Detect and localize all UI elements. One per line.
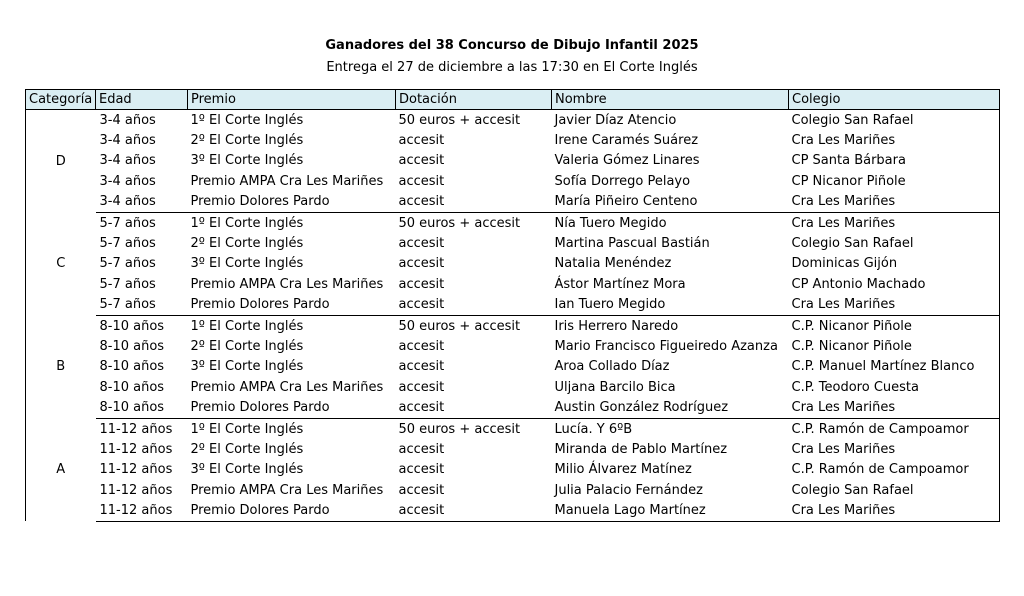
premio-cell: 1º El Corte Inglés bbox=[190, 318, 304, 334]
colegio-cell: Cra Les Mariñes bbox=[789, 192, 1000, 213]
page-subtitle: Entrega el 27 de diciembre a las 17:30 en El Corte Inglés bbox=[326, 60, 698, 75]
edad-cell: 8-10 años bbox=[99, 359, 165, 375]
nombre-cell: Austin González Rodríguez bbox=[552, 397, 789, 418]
colegio-cell: Colegio San Rafael bbox=[789, 233, 1000, 253]
colegio-cell: C.P. Nicanor Piñole bbox=[789, 336, 1000, 356]
nombre-cell: Manuela Lago Martínez bbox=[552, 500, 789, 521]
header-categoria: Categoría bbox=[26, 90, 96, 110]
premio-cell: 2º El Corte Inglés bbox=[190, 133, 304, 149]
category-cell: B bbox=[26, 315, 96, 418]
colegio-cell: Cra Les Mariñes bbox=[789, 439, 1000, 459]
nombre-cell: Irene Caramés Suárez bbox=[554, 133, 699, 149]
table-row bbox=[26, 397, 1000, 418]
nombre-cell: Martina Pascual Bastián bbox=[554, 236, 710, 252]
edad-cell: 5-7 años bbox=[99, 256, 156, 272]
table-row bbox=[26, 500, 1000, 521]
premio-cell: 1º El Corte Inglés bbox=[190, 112, 304, 128]
header-edad: Edad bbox=[96, 90, 188, 110]
table-row bbox=[26, 336, 1000, 356]
edad-cell: 8-10 años bbox=[99, 338, 165, 354]
edad-cell: 11-12 años bbox=[99, 482, 173, 498]
colegio-cell: C.P. Teodoro Cuesta bbox=[789, 377, 1000, 397]
table-row bbox=[26, 254, 1000, 274]
edad-cell: 8-10 años bbox=[99, 318, 165, 334]
header-dotacion: Dotación bbox=[396, 90, 552, 110]
table-row bbox=[26, 110, 1000, 131]
edad-cell: 5-7 años bbox=[96, 295, 188, 316]
nombre-cell: Julia Palacio Fernández bbox=[554, 482, 703, 498]
nombre-cell: Mario Francisco Figueiredo Azanza bbox=[554, 338, 778, 354]
nombre-cell: Natalia Menéndez bbox=[554, 256, 672, 272]
edad-cell: 3-4 años bbox=[99, 112, 156, 128]
header-colegio: Colegio bbox=[789, 90, 1000, 110]
nombre-cell: Miranda de Pablo Martínez bbox=[554, 441, 728, 457]
premio-cell: Premio Dolores Pardo bbox=[188, 397, 396, 418]
header-nombre: Nombre bbox=[552, 90, 789, 110]
nombre-cell: Ástor Martínez Mora bbox=[554, 276, 686, 292]
premio-cell: 3º El Corte Inglés bbox=[190, 256, 304, 272]
colegio-cell: C.P. Ramón de Campoamor bbox=[789, 418, 1000, 439]
edad-cell: 5-7 años bbox=[99, 276, 156, 292]
premio-cell: Premio AMPA Cra Les Mariñes bbox=[190, 276, 384, 292]
premio-cell: Premio AMPA Cra Les Mariñes bbox=[190, 482, 384, 498]
edad-cell: 11-12 años bbox=[99, 441, 173, 457]
dotacion-cell: accesit bbox=[396, 397, 552, 418]
nombre-cell: Uljana Barcilo Bica bbox=[554, 379, 676, 395]
category-cell: D bbox=[26, 110, 96, 213]
colegio-cell: Cra Les Mariñes bbox=[789, 295, 1000, 316]
table-row bbox=[26, 274, 1000, 294]
page-title: Ganadores del 38 Concurso de Dibujo Infantil 2025 bbox=[325, 38, 699, 53]
table-row bbox=[26, 212, 1000, 233]
premio-cell: 3º El Corte Inglés bbox=[190, 153, 304, 169]
colegio-cell: C.P. Nicanor Piñole bbox=[789, 315, 1000, 336]
table-row bbox=[26, 192, 1000, 213]
table-row bbox=[26, 130, 1000, 150]
edad-cell: 5-7 años bbox=[99, 236, 156, 252]
table-row bbox=[26, 233, 1000, 253]
dotacion-cell: accesit bbox=[398, 256, 445, 272]
edad-cell: 11-12 años bbox=[99, 421, 173, 437]
premio-cell: 2º El Corte Inglés bbox=[190, 338, 304, 354]
premio-cell: 3º El Corte Inglés bbox=[190, 462, 304, 478]
dotacion-cell: 50 euros + accesit bbox=[398, 215, 521, 231]
colegio-cell: Colegio San Rafael bbox=[789, 110, 1000, 131]
colegio-cell: CP Nicanor Piñole bbox=[789, 171, 1000, 191]
nombre-cell: Javier Díaz Atencio bbox=[554, 112, 677, 128]
colegio-cell: CP Antonio Machado bbox=[789, 274, 1000, 294]
nombre-cell: María Piñeiro Centeno bbox=[552, 192, 789, 213]
premio-cell: Premio Dolores Pardo bbox=[188, 192, 396, 213]
table-row bbox=[26, 357, 1000, 377]
premio-cell: Premio Dolores Pardo bbox=[188, 295, 396, 316]
dotacion-cell: accesit bbox=[398, 236, 445, 252]
edad-cell: 5-7 años bbox=[99, 215, 156, 231]
dotacion-cell: accesit bbox=[396, 500, 552, 521]
premio-cell: 2º El Corte Inglés bbox=[190, 236, 304, 252]
colegio-cell: Colegio San Rafael bbox=[789, 480, 1000, 500]
dotacion-cell: 50 euros + accesit bbox=[398, 421, 521, 437]
premio-cell: Premio Dolores Pardo bbox=[188, 500, 396, 521]
edad-cell: 3-4 años bbox=[96, 192, 188, 213]
dotacion-cell: accesit bbox=[398, 379, 445, 395]
nombre-cell: Aroa Collado Díaz bbox=[554, 359, 670, 375]
table-row bbox=[26, 377, 1000, 397]
table-row bbox=[26, 418, 1000, 439]
nombre-cell: Milio Álvarez Matínez bbox=[554, 462, 692, 478]
edad-cell: 3-4 años bbox=[99, 153, 156, 169]
table-row bbox=[26, 315, 1000, 336]
header-premio: Premio bbox=[188, 90, 396, 110]
dotacion-cell: accesit bbox=[398, 338, 445, 354]
table-row bbox=[26, 295, 1000, 316]
table-header-row bbox=[26, 90, 1000, 110]
colegio-cell: Cra Les Mariñes bbox=[789, 130, 1000, 150]
colegio-cell: Cra Les Mariñes bbox=[789, 500, 1000, 521]
edad-cell: 3-4 años bbox=[99, 173, 156, 189]
table-body bbox=[26, 110, 1000, 522]
nombre-cell: Lucía. Y 6ºB bbox=[554, 421, 633, 437]
nombre-cell: Iris Herrero Naredo bbox=[554, 318, 679, 334]
dotacion-cell: accesit bbox=[398, 462, 445, 478]
colegio-cell: Cra Les Mariñes bbox=[789, 212, 1000, 233]
dotacion-cell: accesit bbox=[398, 173, 445, 189]
colegio-cell: Dominicas Gijón bbox=[789, 254, 1000, 274]
colegio-cell: Cra Les Mariñes bbox=[789, 397, 1000, 418]
edad-cell: 8-10 años bbox=[99, 379, 165, 395]
table-row bbox=[26, 171, 1000, 191]
nombre-cell: Ian Tuero Megido bbox=[552, 295, 789, 316]
premio-cell: 3º El Corte Inglés bbox=[190, 359, 304, 375]
category-cell: A bbox=[26, 418, 96, 521]
dotacion-cell: accesit bbox=[396, 192, 552, 213]
premio-cell: Premio AMPA Cra Les Mariñes bbox=[190, 173, 384, 189]
dotacion-cell: accesit bbox=[398, 276, 445, 292]
dotacion-cell: accesit bbox=[398, 359, 445, 375]
nombre-cell: Valeria Gómez Linares bbox=[554, 153, 700, 169]
edad-cell: 3-4 años bbox=[99, 133, 156, 149]
winners-table bbox=[25, 89, 1000, 522]
dotacion-cell: 50 euros + accesit bbox=[398, 112, 521, 128]
category-cell: C bbox=[26, 212, 96, 315]
dotacion-cell: accesit bbox=[396, 295, 552, 316]
table-row bbox=[26, 460, 1000, 480]
colegio-cell: C.P. Manuel Martínez Blanco bbox=[789, 357, 1000, 377]
dotacion-cell: accesit bbox=[398, 441, 445, 457]
table-row bbox=[26, 151, 1000, 171]
edad-cell: 11-12 años bbox=[99, 462, 173, 478]
edad-cell: 11-12 años bbox=[96, 500, 188, 521]
dotacion-cell: accesit bbox=[398, 153, 445, 169]
premio-cell: 1º El Corte Inglés bbox=[190, 215, 304, 231]
colegio-cell: C.P. Ramón de Campoamor bbox=[789, 460, 1000, 480]
premio-cell: 2º El Corte Inglés bbox=[190, 441, 304, 457]
premio-cell: 1º El Corte Inglés bbox=[190, 421, 304, 437]
dotacion-cell: 50 euros + accesit bbox=[398, 318, 521, 334]
colegio-cell: CP Santa Bárbara bbox=[789, 151, 1000, 171]
premio-cell: Premio AMPA Cra Les Mariñes bbox=[190, 379, 384, 395]
nombre-cell: Nía Tuero Megido bbox=[554, 215, 667, 231]
edad-cell: 8-10 años bbox=[96, 397, 188, 418]
dotacion-cell: accesit bbox=[398, 482, 445, 498]
table-row bbox=[26, 439, 1000, 459]
table-row bbox=[26, 480, 1000, 500]
nombre-cell: Sofía Dorrego Pelayo bbox=[554, 173, 691, 189]
dotacion-cell: accesit bbox=[398, 133, 445, 149]
